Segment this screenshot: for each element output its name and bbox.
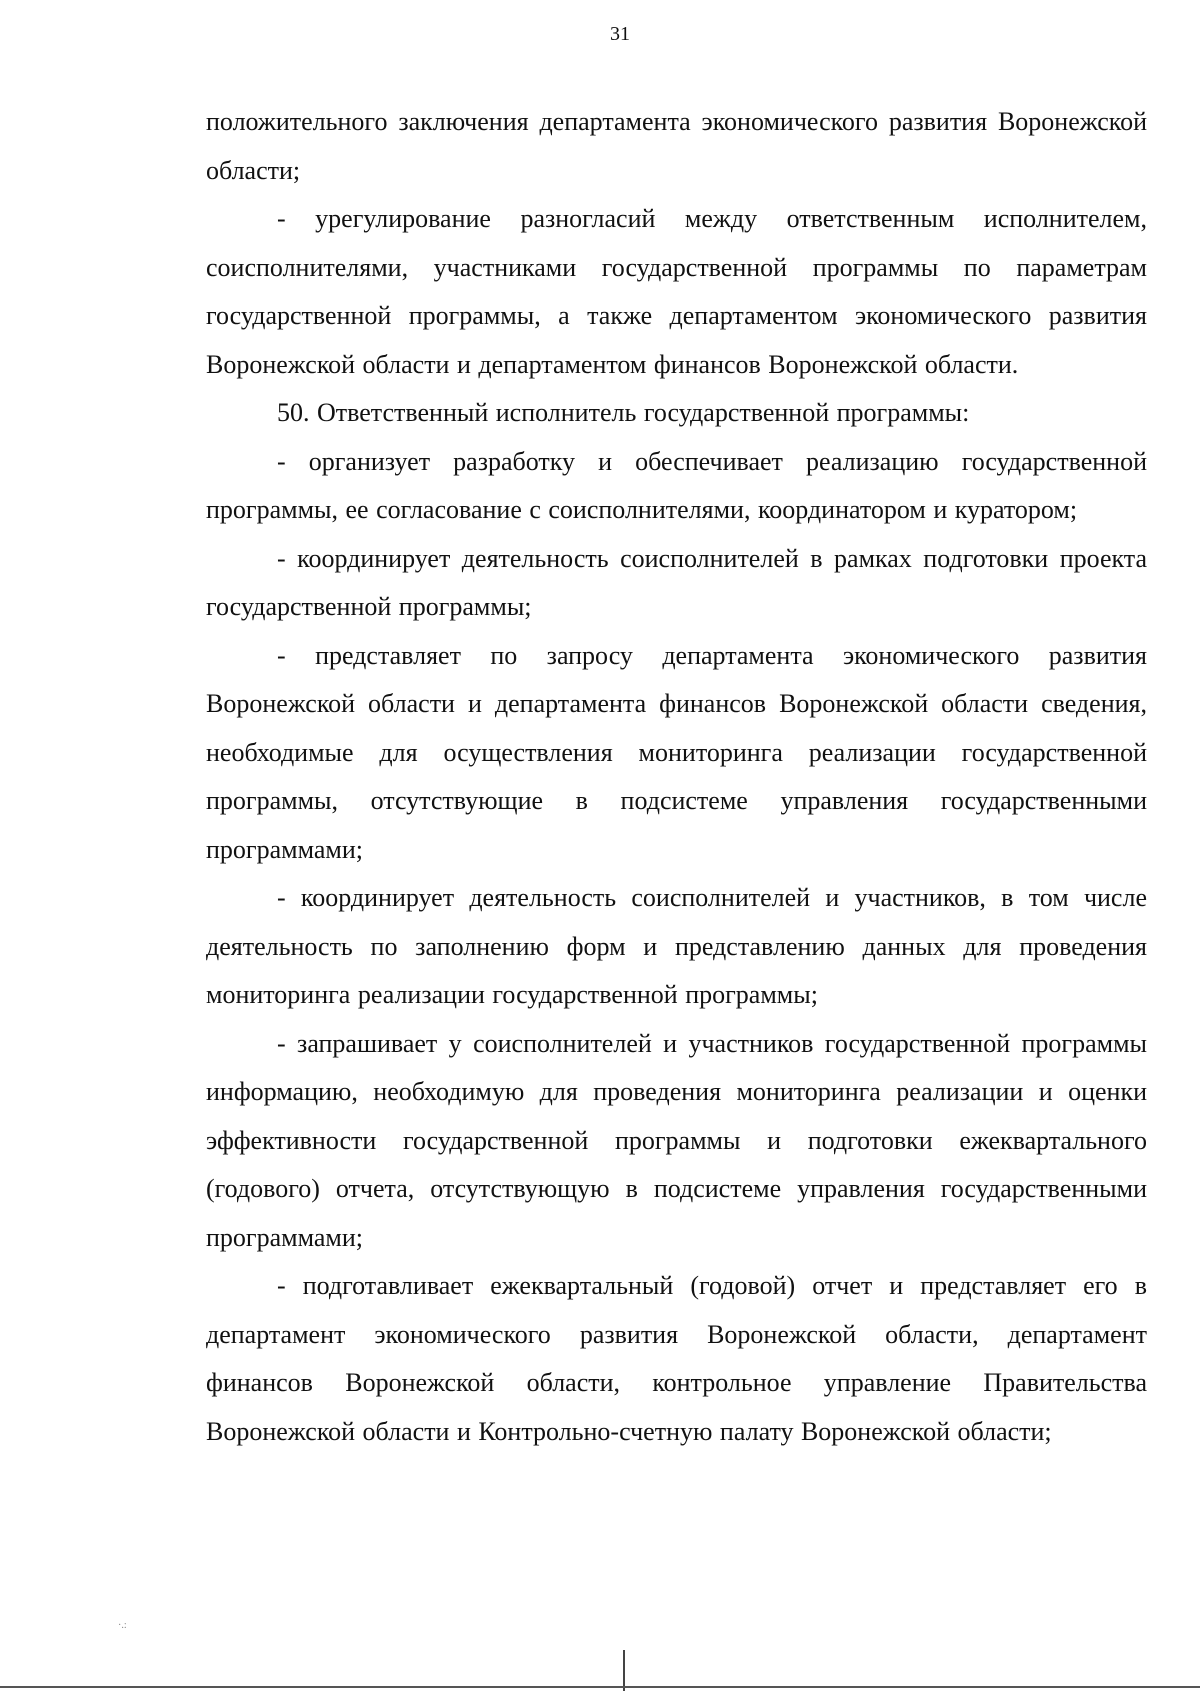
paragraph-organizes-development: - организует разработку и обеспечивает реализацию государственной программы, ее согласование с соисполнителями, координатором и куратором; [206, 446, 1147, 524]
document-body [206, 98, 1147, 1456]
paragraph-requests-information: - запрашивает у соисполнителей и участников государственной программы информацию, необходимую для проведения мониторинга реализации и оценки эффективности государственной программы и подготовки ежеквартального (годового) отчета, отсутствующую в подсистеме управления государственными программами; [206, 1028, 1147, 1252]
scan-edge-line [0, 1686, 1200, 1688]
page-number: 31 [610, 23, 630, 45]
scan-artifact: ·.: [118, 1620, 127, 1631]
paragraph-coordinates-participants: - координирует деятельность соисполнителей и участников, в том числе деятельность по заполнению форм и представлению данных для проведения мониторинга реализации государственной программы; [206, 883, 1147, 1009]
paragraph-item-50-heading: 50. Ответственный исполнитель государственной программы: [277, 398, 970, 427]
scan-edge-mark [623, 1650, 625, 1691]
paragraph-coordinates-coexecutors: - координирует деятельность соисполнителей в рамках подготовки проекта государственной программы; [206, 543, 1147, 621]
paragraph-prepares-report: - подготавливает ежеквартальный (годовой) отчет и представляет его в департамент экономического развития Воронежской области, департамент финансов Воронежской области, контрольное управление Правительства Воронежской области и Контрольно-счетную палату Воронежской области; [206, 1271, 1147, 1446]
paragraph-disagreement-settlement: - урегулирование разногласий между ответственным исполнителем, соисполнителями, участниками государственной программы по параметрам государственной программы, а также департаментом экономического развития Воронежской области и департаментом финансов Воронежской области. [206, 204, 1147, 379]
paragraph-continuation: положительного заключения департамента экономического развития Воронежской области; [206, 107, 1147, 185]
paragraph-provides-information: - представляет по запросу департамента экономического развития Воронежской области и департамента финансов Воронежской области сведения, необходимые для осуществления мониторинга реализации государственной программы, отсутствующие в подсистеме управления государственными программами; [206, 640, 1147, 864]
